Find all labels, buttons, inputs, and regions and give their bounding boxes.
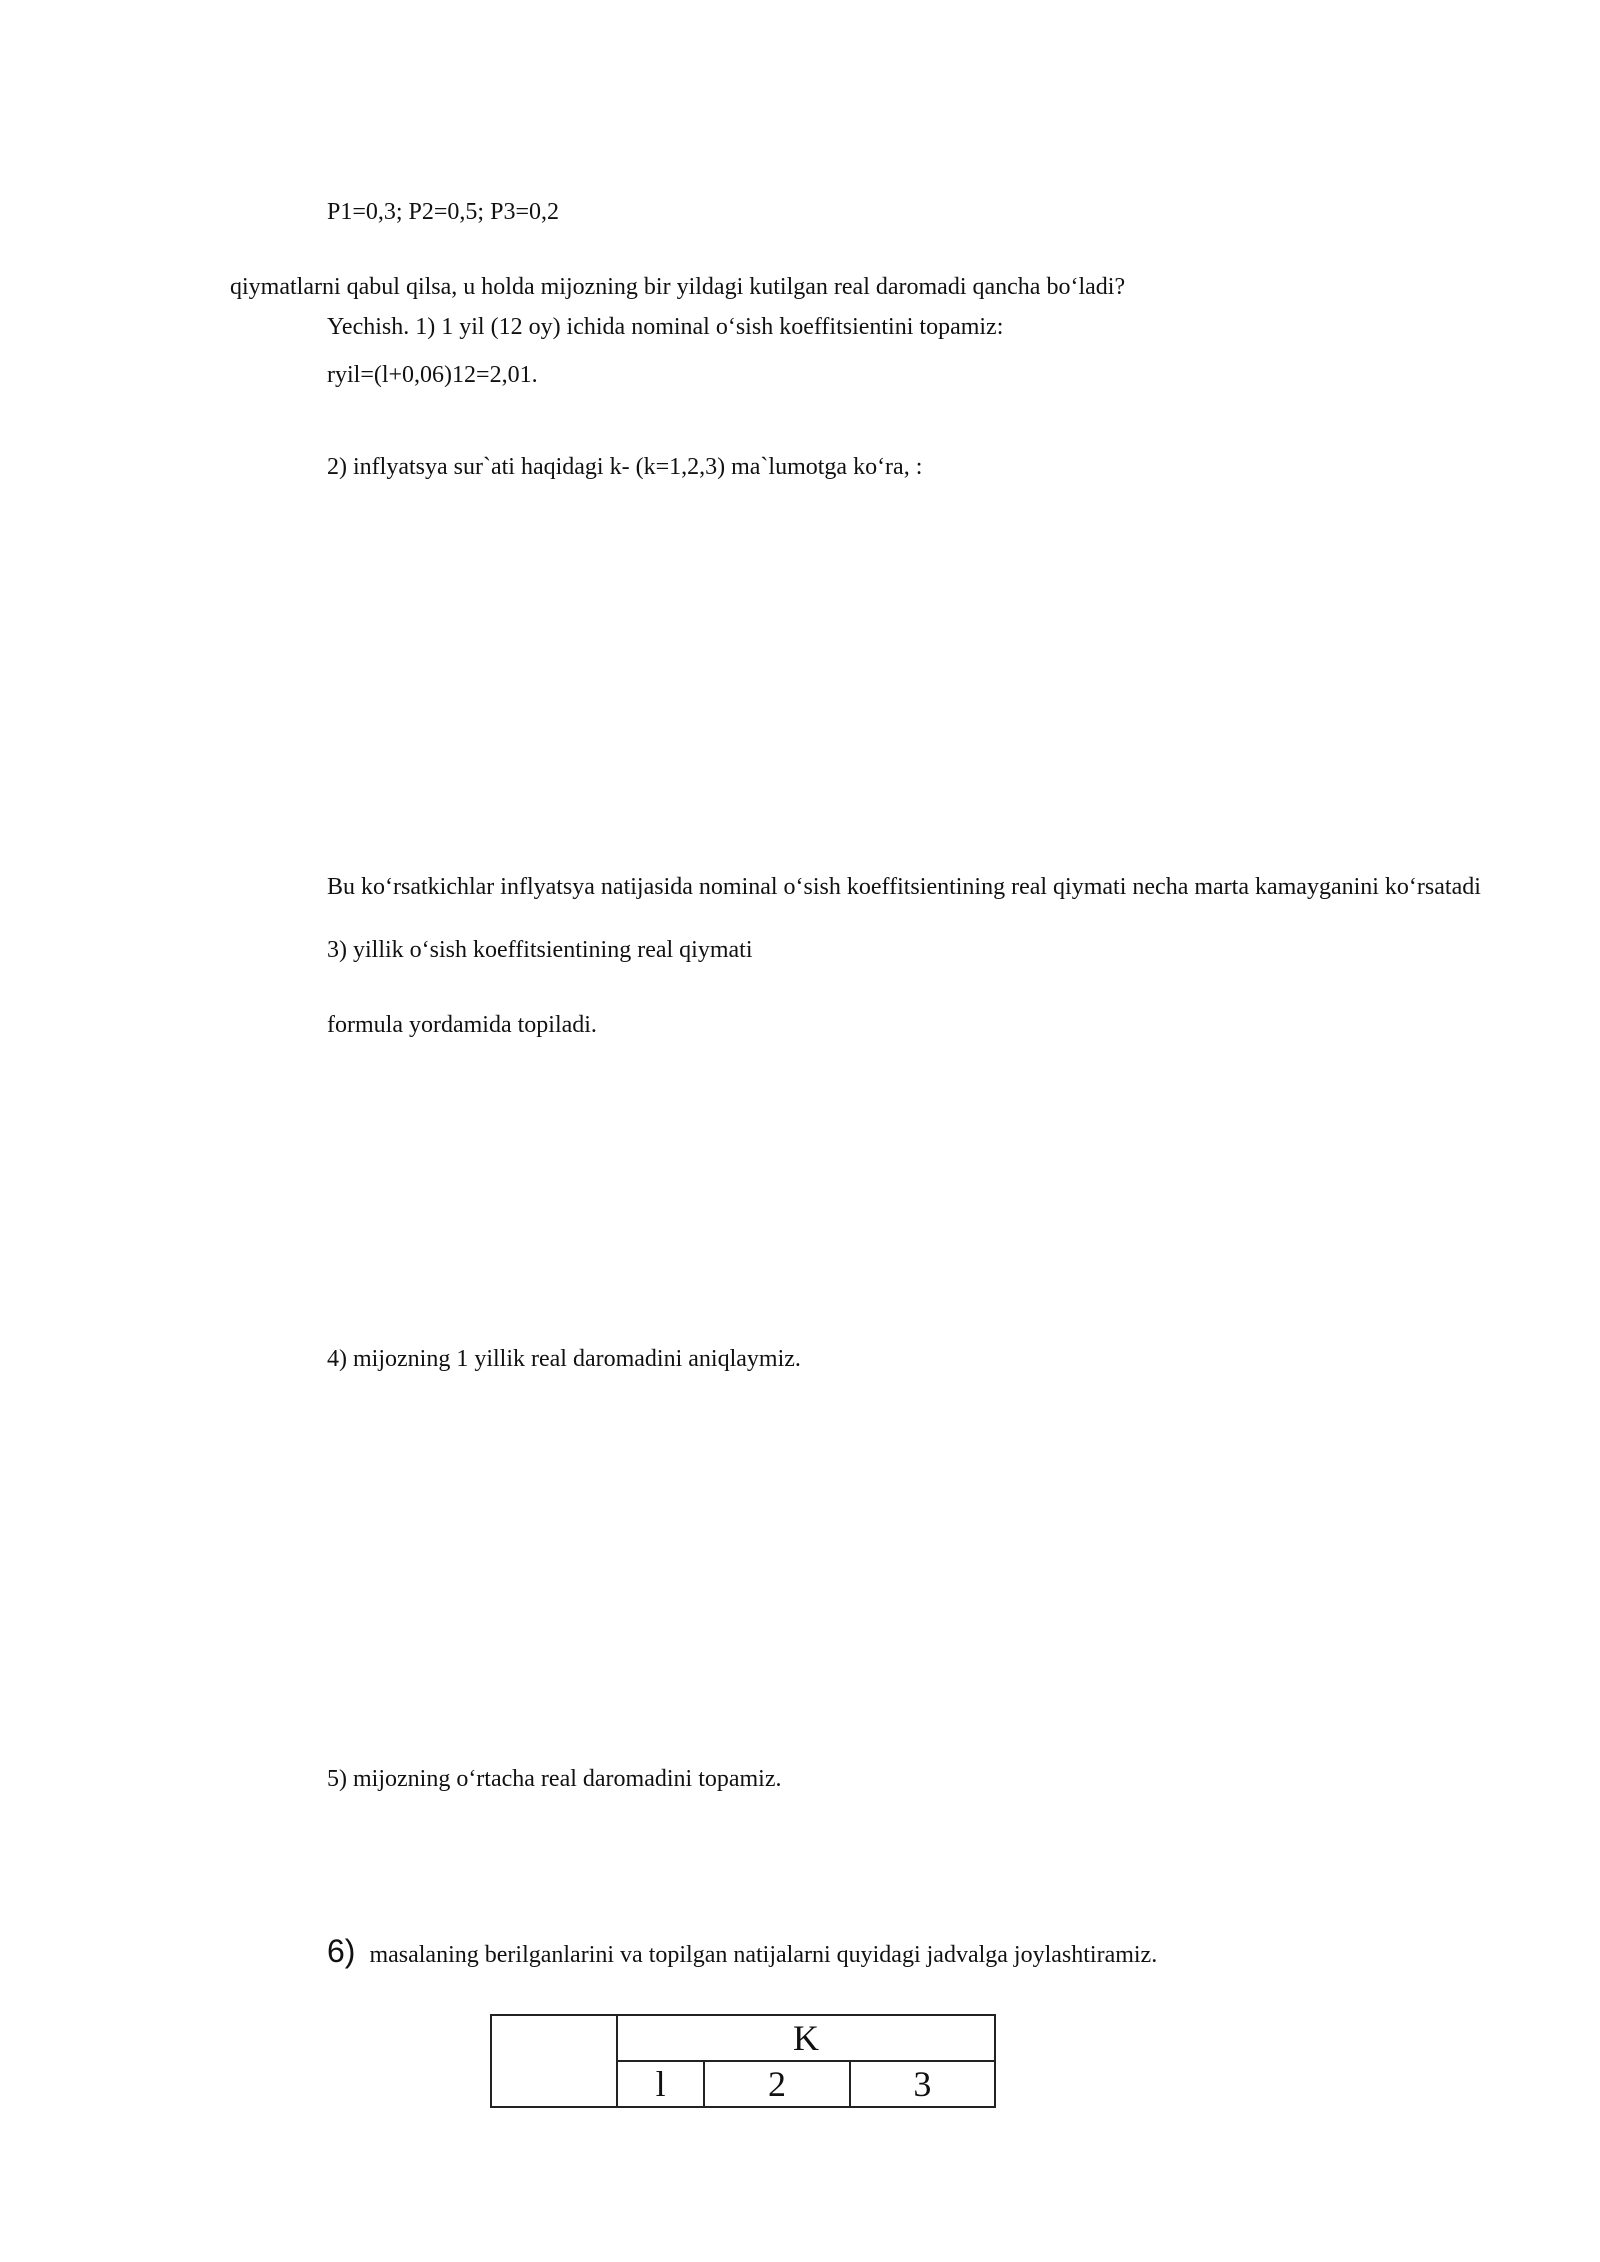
step3-heading: 3) yillik o‘sish koeffitsientining real qiymati xyxy=(327,937,753,963)
table-empty-cell xyxy=(491,2015,617,2107)
step4-heading: 4) mijozning 1 yillik real daromadini aniqlaymiz. xyxy=(327,1346,801,1372)
table-header-row xyxy=(491,2015,995,2061)
table-cell-k1: l xyxy=(617,2061,704,2107)
step3-continuation: formula yordamida topiladi. xyxy=(327,1012,597,1038)
step6-number: 6) xyxy=(327,1933,356,1969)
table-cell-k2: 2 xyxy=(704,2061,849,2107)
results-table xyxy=(490,2014,996,2108)
step5-heading: 5) mijozning o‘rtacha real daromadini topamiz. xyxy=(327,1766,782,1792)
question-line: qiymatlarni qabul qilsa, u holda mijozning bir yildagi kutilgan real daromadi qancha bo‘ladi? xyxy=(230,274,1126,300)
probabilities-line: P1=0,3; P2=0,5; P3=0,2 xyxy=(327,199,559,225)
table-header-k: K xyxy=(617,2015,995,2061)
step1-formula: ryil=(l+0,06)12=2,01. xyxy=(327,362,538,388)
step2-heading: 2) inflyatsya sur`ati haqidagi k- (k=1,2,3) ma`lumotga ko‘ra, : xyxy=(327,454,923,480)
step1-heading: Yechish. 1) 1 yil (12 oy) ichida nominal o‘sish koeffitsientini topamiz: xyxy=(327,314,1004,340)
step6-heading xyxy=(327,1932,1157,1974)
step2-note-paragraph: Bu ko‘rsatkichlar inflyatsya natijasida nominal o‘sish koeffitsientining real qiymati necha marta kamayganini ko‘rsatadi xyxy=(327,874,1481,900)
step6-text: masalaning berilganlarini va topilgan natijalarni quyidagi jadvalga joylashtiramiz. xyxy=(369,1942,1158,1968)
table-cell-k3: 3 xyxy=(850,2061,995,2107)
